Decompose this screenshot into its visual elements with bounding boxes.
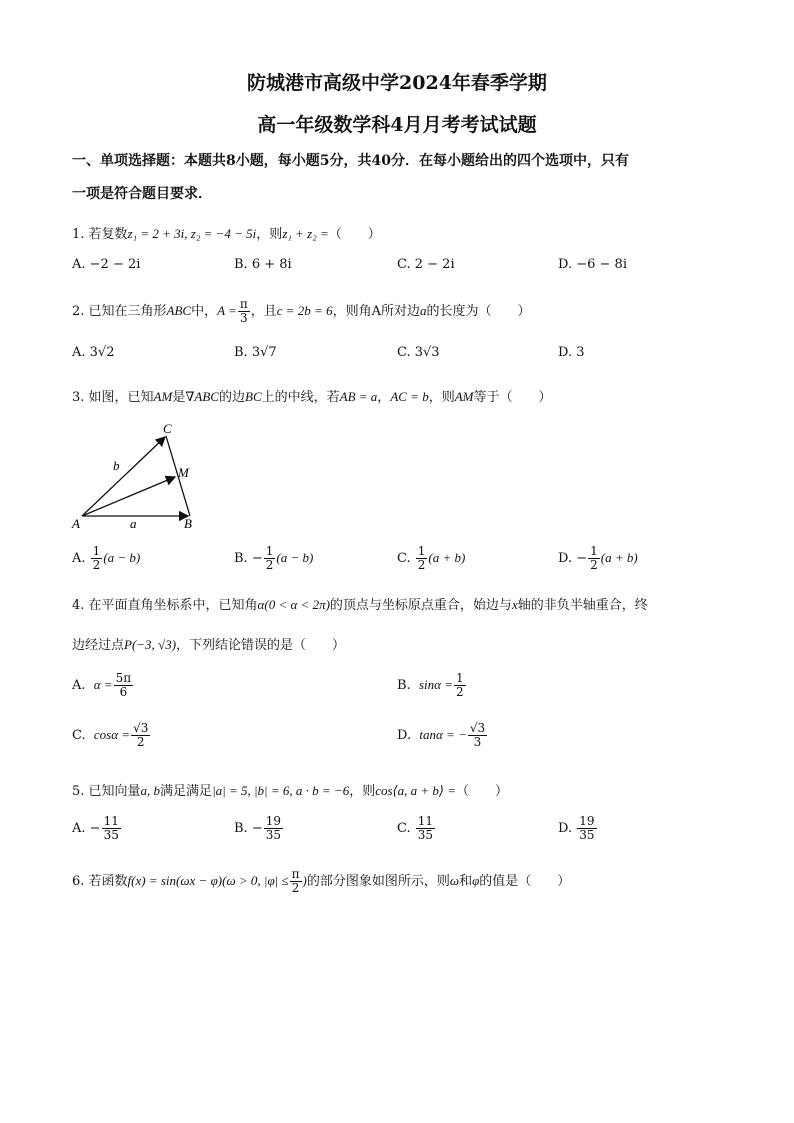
q3-option-a: A. $\frac{1}{2}$ (a − b) <box>72 544 141 572</box>
q1-option-d: D. −6 − 8i <box>558 257 627 272</box>
q2-fraction: $\frac{\pi}{3}$ <box>239 297 248 325</box>
question-1-stem <box>72 223 381 242</box>
q3-vector-am: AM <box>454 389 474 404</box>
q2-triangle: ABC <box>166 303 192 318</box>
q4-point: P(−3, √3) <box>124 637 177 652</box>
q3-option-d: D. − $\frac{1}{2}$ (a + b) <box>558 544 638 572</box>
q2-text-b: 中， <box>191 304 218 319</box>
q6-function: f(x) = sin(ωx − φ) <box>127 873 223 888</box>
q2-option-c: C. 3√3 <box>397 345 440 360</box>
q1-text: 1. 若复数 <box>72 227 128 242</box>
q1-option-b: B. 6 + 8i <box>234 257 292 272</box>
section-heading-line2: 一项是符合题目要求． <box>72 186 212 202</box>
q3-median: AM <box>153 389 173 404</box>
q5-option-c: C. $\frac{11}{35}$ <box>397 814 434 842</box>
question-6-stem: 6. 若函数f(x) = sin(ωx − φ)(ω > 0, |φ| ≤ $\frac{\pi}{2}$ )的部分图象如图所示，则ω和φ的值是（ ） <box>72 867 571 895</box>
q6-condition: (ω > 0, |φ| ≤ <box>222 873 289 888</box>
label-m: M <box>178 465 189 480</box>
label-c: C <box>163 421 172 436</box>
exam-subject-title: 高一年级数学科4月月考考试试题 <box>257 114 537 136</box>
q3-text-b: 是 <box>172 390 186 405</box>
q2-angle: A = <box>217 303 237 318</box>
q3-option-c: C. $\frac{1}{2}$ (a + b) <box>397 544 466 572</box>
vector-ac-line <box>82 437 165 516</box>
question-2-stem <box>72 298 531 325</box>
q1-expression: z₁ = 2 + 3i, z₂ = −4 − 5i <box>127 226 257 241</box>
q3-text-d: 上的中线，若 <box>261 390 340 405</box>
q5-option-a: A. − $\frac{11}{35}$ <box>72 814 119 842</box>
exam-school-title: 防城港市高级中学2024年春季学期 <box>247 72 547 94</box>
q2-condition: c = 2b = 6 <box>276 303 333 318</box>
q3-side: BC <box>245 389 262 404</box>
q1-option-a: A. −2 − 2i <box>72 257 141 272</box>
q4-option-b: B. sinα = $\frac{1}{2}$ <box>397 671 464 699</box>
question-4-stem-line2: 边经过点P(−3, √3)，下列结论错误的是（ ） <box>72 637 346 653</box>
q1-expression-2: z₁ + z₂ = <box>282 226 329 241</box>
q2-text-c: ，且 <box>250 304 277 319</box>
q3-text: 3. 如图，已知 <box>72 390 154 405</box>
q3-text-e: ，则 <box>428 390 455 405</box>
q1-option-c: C. 2 − 2i <box>397 257 455 272</box>
q2-text-e: 的长度为（ ） <box>426 304 531 319</box>
q2-option-b: B. 3√7 <box>234 345 277 360</box>
q3-option-b: B. − $\frac{1}{2}$ (a − b) <box>234 544 314 572</box>
question-4-stem-line1: 4. 在平面直角坐标系中，已知角α(0 < α < 2π)的顶点与坐标原点重合，始边与x轴的非负半轴重合，终 <box>72 597 648 613</box>
q3-vector-ac: AC = b <box>390 389 429 404</box>
label-vec-a: a <box>130 516 137 530</box>
q5-vectors: a, b <box>140 783 161 798</box>
q5-option-b: B. − $\frac{19}{35}$ <box>234 814 282 842</box>
label-b: B <box>184 516 192 530</box>
q2-option-a: A. 3√2 <box>72 345 115 360</box>
q2-text-d: ，则角A所对边 <box>332 304 420 319</box>
q3-triangle: ∇ABC <box>185 389 219 404</box>
vector-am-line <box>82 477 175 516</box>
section-heading-line1: 一、单项选择题：本题共8小题，每小题5分，共40分．在每小题给出的四个选项中，只有 <box>72 153 629 169</box>
q4-option-c: C. cosα = $\frac{√3}{2}$ <box>72 721 149 749</box>
q5-option-d: D. $\frac{19}{35}$ <box>558 814 595 842</box>
q4-option-a: A. α = $\frac{5\pi}{6}$ <box>72 671 132 699</box>
q3-text-f: 等于（ ） <box>473 390 552 405</box>
question-3-stem: 3. 如图，已知AM是∇ABC的边BC上的中线，若AB = a，AC = b，则AM等于（ ） <box>72 389 552 405</box>
q2-text: 2. 已知在三角形 <box>72 304 167 319</box>
question-5-stem: 5. 已知向量a, b满足满足|a| = 5, |b| = 6, a · b = −6，则cos⟨a, a + b⟩ =（ ） <box>72 783 509 799</box>
q1-text-b: ，则 <box>256 227 283 242</box>
q3-text-c: 的边 <box>218 390 245 405</box>
q3-vector-ab: AB = a <box>339 389 378 404</box>
q4-option-d: D. tanα = − $\frac{√3}{3}$ <box>397 721 486 749</box>
q2-option-d: D. 3 <box>558 345 585 360</box>
label-vec-b: b <box>113 458 120 473</box>
q4-angle-range: α(0 < α < 2π) <box>257 597 330 612</box>
label-a: A <box>72 516 80 530</box>
q2-side: a <box>419 303 427 318</box>
q3-triangle-figure <box>70 420 210 530</box>
q5-condition: |a| = 5, |b| = 6, a · b = −6 <box>212 783 350 798</box>
q1-answer-blank: （ ） <box>328 227 381 242</box>
q5-expression: cos⟨a, a + b⟩ = <box>375 783 456 798</box>
